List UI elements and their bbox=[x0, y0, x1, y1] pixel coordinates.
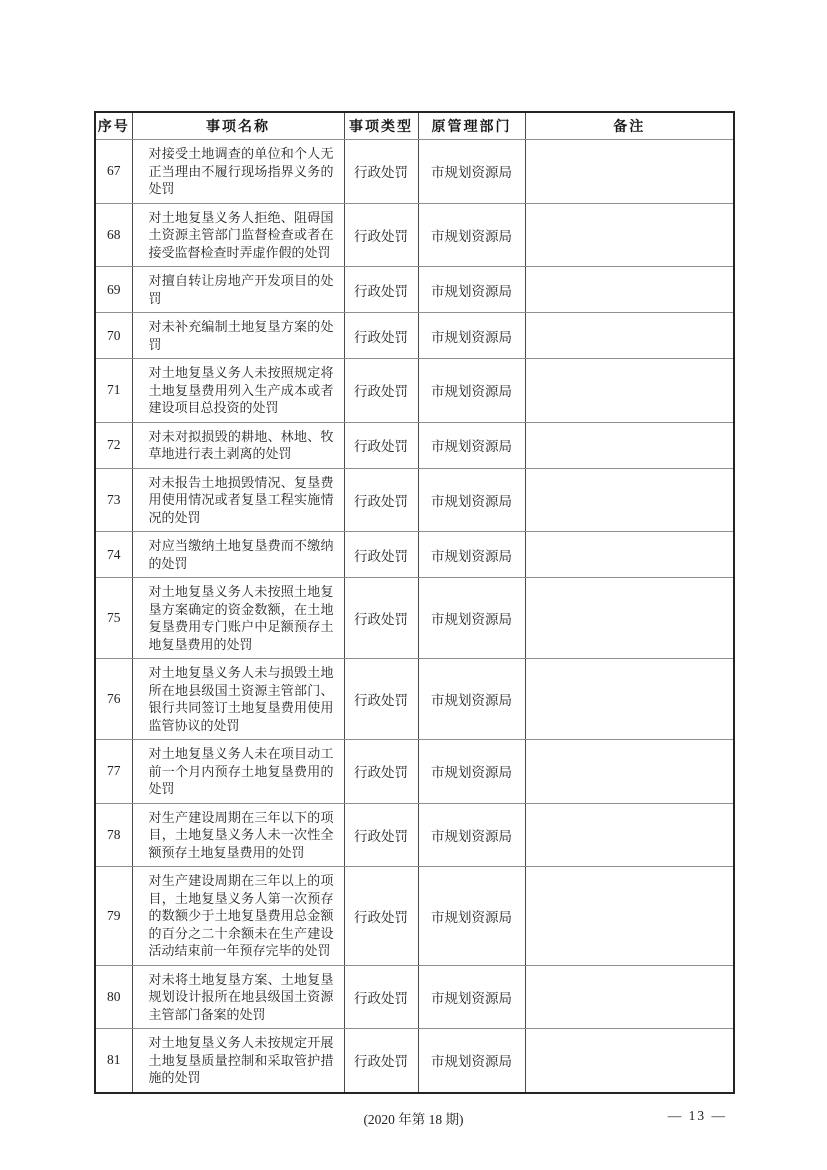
table-row bbox=[95, 659, 734, 740]
cell-item-type: 行政处罚 bbox=[344, 867, 418, 966]
cell-item-type: 行政处罚 bbox=[344, 659, 418, 740]
page-footer bbox=[94, 1108, 733, 1128]
table-row bbox=[95, 1029, 734, 1093]
cell-item-type: 行政处罚 bbox=[344, 578, 418, 659]
table-row bbox=[95, 867, 734, 966]
cell-item-type: 行政处罚 bbox=[344, 359, 418, 423]
cell-item-type: 行政处罚 bbox=[344, 267, 418, 313]
cell-serial-number: 75 bbox=[95, 578, 132, 659]
table-body bbox=[95, 140, 734, 1093]
cell-remark bbox=[525, 532, 734, 578]
cell-item-name: 对应当缴纳土地复垦费而不缴纳的处罚 bbox=[132, 532, 344, 578]
cell-serial-number: 78 bbox=[95, 803, 132, 867]
cell-managing-dept: 市规划资源局 bbox=[418, 468, 525, 532]
cell-serial-number: 81 bbox=[95, 1029, 132, 1093]
cell-item-type: 行政处罚 bbox=[344, 203, 418, 267]
cell-managing-dept: 市规划资源局 bbox=[418, 1029, 525, 1093]
table-row bbox=[95, 532, 734, 578]
cell-remark bbox=[525, 803, 734, 867]
cell-serial-number: 67 bbox=[95, 140, 132, 204]
cell-serial-number: 71 bbox=[95, 359, 132, 423]
cell-serial-number: 77 bbox=[95, 740, 132, 804]
cell-item-type: 行政处罚 bbox=[344, 1029, 418, 1093]
cell-managing-dept: 市规划资源局 bbox=[418, 532, 525, 578]
cell-item-name: 对生产建设周期在三年以下的项目，土地复垦义务人未一次性全额预存土地复垦费用的处罚 bbox=[132, 803, 344, 867]
header-original-managing-dept: 原管理部门 bbox=[418, 112, 525, 140]
cell-managing-dept: 市规划资源局 bbox=[418, 740, 525, 804]
cell-item-type: 行政处罚 bbox=[344, 803, 418, 867]
cell-item-name: 对土地复垦义务人未在项目动工前一个月内预存土地复垦费用的处罚 bbox=[132, 740, 344, 804]
cell-item-name: 对接受土地调查的单位和个人无正当理由不履行现场指界义务的处罚 bbox=[132, 140, 344, 204]
table-row bbox=[95, 803, 734, 867]
cell-remark bbox=[525, 578, 734, 659]
cell-item-name: 对土地复垦义务人未按规定开展土地复垦质量控制和采取管护措施的处罚 bbox=[132, 1029, 344, 1093]
cell-managing-dept: 市规划资源局 bbox=[418, 359, 525, 423]
header-item-type: 事项类型 bbox=[344, 112, 418, 140]
table-row bbox=[95, 313, 734, 359]
cell-managing-dept: 市规划资源局 bbox=[418, 313, 525, 359]
cell-serial-number: 72 bbox=[95, 422, 132, 468]
cell-managing-dept: 市规划资源局 bbox=[418, 867, 525, 966]
document-page bbox=[94, 111, 733, 1128]
cell-serial-number: 76 bbox=[95, 659, 132, 740]
cell-item-type: 行政处罚 bbox=[344, 532, 418, 578]
cell-item-name: 对土地复垦义务人未与损毁土地所在地县级国土资源主管部门、银行共同签订土地复垦费用使用监管协议的处罚 bbox=[132, 659, 344, 740]
cell-item-type: 行政处罚 bbox=[344, 965, 418, 1029]
table-row bbox=[95, 578, 734, 659]
cell-item-type: 行政处罚 bbox=[344, 140, 418, 204]
table-row bbox=[95, 740, 734, 804]
table-row bbox=[95, 359, 734, 423]
cell-managing-dept: 市规划资源局 bbox=[418, 578, 525, 659]
cell-remark bbox=[525, 313, 734, 359]
cell-item-type: 行政处罚 bbox=[344, 313, 418, 359]
cell-remark bbox=[525, 422, 734, 468]
header-remark: 备注 bbox=[525, 112, 734, 140]
cell-item-name: 对未报告土地损毁情况、复垦费用使用情况或者复垦工程实施情况的处罚 bbox=[132, 468, 344, 532]
footer-page-number: — 13 — bbox=[667, 1107, 727, 1123]
cell-managing-dept: 市规划资源局 bbox=[418, 803, 525, 867]
table-row bbox=[95, 140, 734, 204]
cell-managing-dept: 市规划资源局 bbox=[418, 965, 525, 1029]
cell-remark bbox=[525, 140, 734, 204]
table-row bbox=[95, 267, 734, 313]
cell-item-name: 对未对拟损毁的耕地、林地、牧草地进行表土剥离的处罚 bbox=[132, 422, 344, 468]
cell-remark bbox=[525, 867, 734, 966]
cell-item-name: 对未将土地复垦方案、土地复垦规划设计报所在地县级国土资源主管部门备案的处罚 bbox=[132, 965, 344, 1029]
cell-managing-dept: 市规划资源局 bbox=[418, 422, 525, 468]
cell-serial-number: 80 bbox=[95, 965, 132, 1029]
table-row bbox=[95, 965, 734, 1029]
cell-remark bbox=[525, 740, 734, 804]
cell-item-name: 对土地复垦义务人拒绝、阻碍国土资源主管部门监督检查或者在接受监督检查时弄虚作假的处罚 bbox=[132, 203, 344, 267]
cell-remark bbox=[525, 359, 734, 423]
header-item-name: 事项名称 bbox=[132, 112, 344, 140]
table-row bbox=[95, 468, 734, 532]
footer-issue: (2020 年第 18 期) bbox=[363, 1111, 464, 1127]
cell-remark bbox=[525, 267, 734, 313]
cell-remark bbox=[525, 659, 734, 740]
cell-item-type: 行政处罚 bbox=[344, 468, 418, 532]
cell-serial-number: 74 bbox=[95, 532, 132, 578]
table-row bbox=[95, 422, 734, 468]
cell-item-type: 行政处罚 bbox=[344, 422, 418, 468]
cell-serial-number: 70 bbox=[95, 313, 132, 359]
cell-item-type: 行政处罚 bbox=[344, 740, 418, 804]
cell-item-name: 对擅自转让房地产开发项目的处罚 bbox=[132, 267, 344, 313]
items-table bbox=[94, 111, 735, 1094]
header-serial-number: 序号 bbox=[95, 112, 132, 140]
cell-remark bbox=[525, 1029, 734, 1093]
cell-managing-dept: 市规划资源局 bbox=[418, 140, 525, 204]
cell-remark bbox=[525, 965, 734, 1029]
cell-remark bbox=[525, 203, 734, 267]
cell-item-name: 对土地复垦义务人未按照土地复垦方案确定的资金数额，在土地复垦费用专门账户中足额预存土地复垦费用的处罚 bbox=[132, 578, 344, 659]
table-header-row bbox=[95, 112, 734, 140]
cell-serial-number: 68 bbox=[95, 203, 132, 267]
cell-item-name: 对土地复垦义务人未按照规定将土地复垦费用列入生产成本或者建设项目总投资的处罚 bbox=[132, 359, 344, 423]
table-row bbox=[95, 203, 734, 267]
cell-serial-number: 69 bbox=[95, 267, 132, 313]
cell-remark bbox=[525, 468, 734, 532]
cell-managing-dept: 市规划资源局 bbox=[418, 659, 525, 740]
cell-item-name: 对生产建设周期在三年以上的项目，土地复垦义务人第一次预存的数额少于土地复垦费用总金额的百分之二十余额未在生产建设活动结束前一年预存完毕的处罚 bbox=[132, 867, 344, 966]
cell-item-name: 对未补充编制土地复垦方案的处罚 bbox=[132, 313, 344, 359]
cell-managing-dept: 市规划资源局 bbox=[418, 203, 525, 267]
cell-serial-number: 79 bbox=[95, 867, 132, 966]
cell-managing-dept: 市规划资源局 bbox=[418, 267, 525, 313]
cell-serial-number: 73 bbox=[95, 468, 132, 532]
